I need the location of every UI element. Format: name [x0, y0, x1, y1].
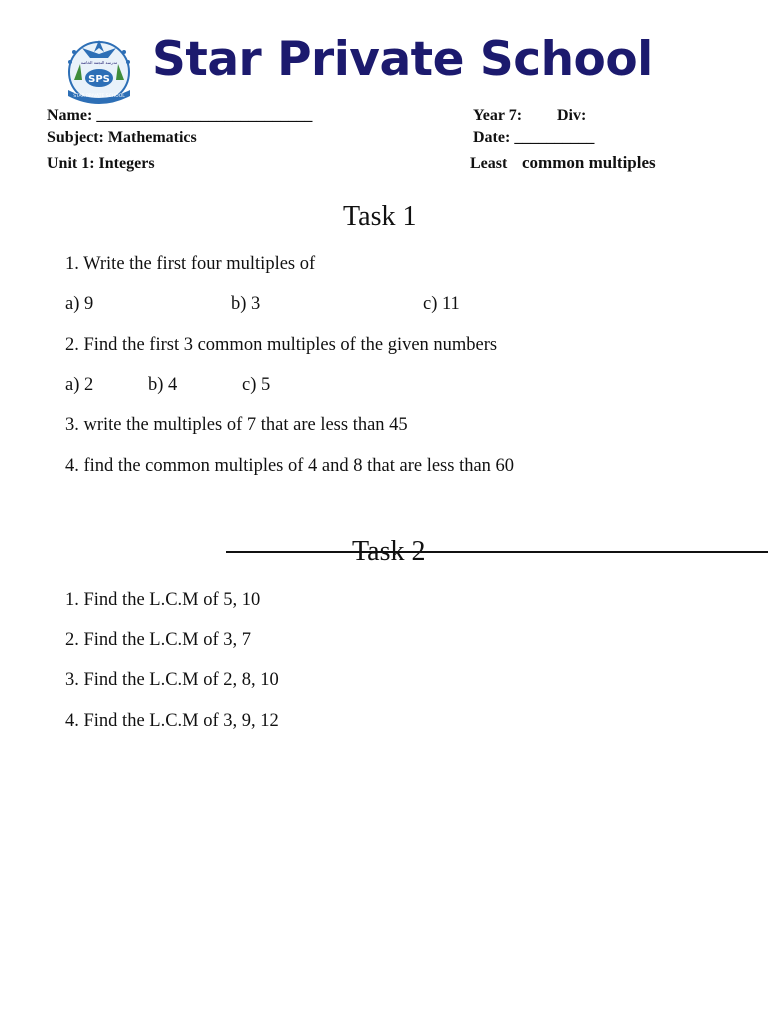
- task2-question-3: 3. Find the L.C.M of 2, 8, 10: [65, 670, 279, 690]
- task1-q1-option-c: c) 11: [423, 294, 460, 314]
- topic-title: common multiples: [522, 153, 656, 172]
- task1-q1-option-b: b) 3: [231, 294, 261, 314]
- task1-q1-option-a: a) 9: [65, 294, 94, 314]
- task2-question-2: 2. Find the L.C.M of 3, 7: [65, 630, 252, 650]
- logo-initials: SPS: [88, 74, 110, 85]
- year-label: Year 7:: [473, 107, 523, 124]
- topic-word-least: Least: [470, 155, 508, 172]
- name-field-label: Name: ___________________________: [47, 107, 313, 124]
- task1-title: Task 1: [343, 201, 417, 232]
- task2-question-4: 4. Find the L.C.M of 3, 9, 12: [65, 711, 279, 731]
- date-field-label: Date: __________: [473, 129, 595, 146]
- unit-label: Unit 1: Integers: [47, 155, 155, 172]
- school-logo: [60, 34, 138, 106]
- task1-question-3: 3. write the multiples of 7 that are less than 45: [65, 415, 408, 435]
- logo-motto: STAR PRIVATE SCHOOL: [73, 94, 125, 99]
- task1-question-2: 2. Find the first 3 common multiples of the given numbers: [65, 335, 498, 355]
- task1-question-4: 4. find the common multiples of 4 and 8 that are less than 60: [65, 456, 515, 476]
- task1-q2-option-b: b) 4: [148, 375, 178, 395]
- school-name: Star Private School: [152, 32, 653, 87]
- div-label: Div:: [557, 107, 587, 124]
- logo-arabic-name: مدرسة النجمة الخاصة: [80, 60, 118, 65]
- subject-label: Subject: Mathematics: [47, 129, 197, 146]
- task2-title: Task 2: [352, 536, 426, 567]
- task1-question-1: 1. Write the first four multiples of: [65, 254, 316, 274]
- task1-q2-option-a: a) 2: [65, 375, 94, 395]
- task2-divider: [226, 551, 768, 553]
- task2-question-1: 1. Find the L.C.M of 5, 10: [65, 590, 261, 610]
- task1-q2-option-c: c) 5: [242, 375, 271, 395]
